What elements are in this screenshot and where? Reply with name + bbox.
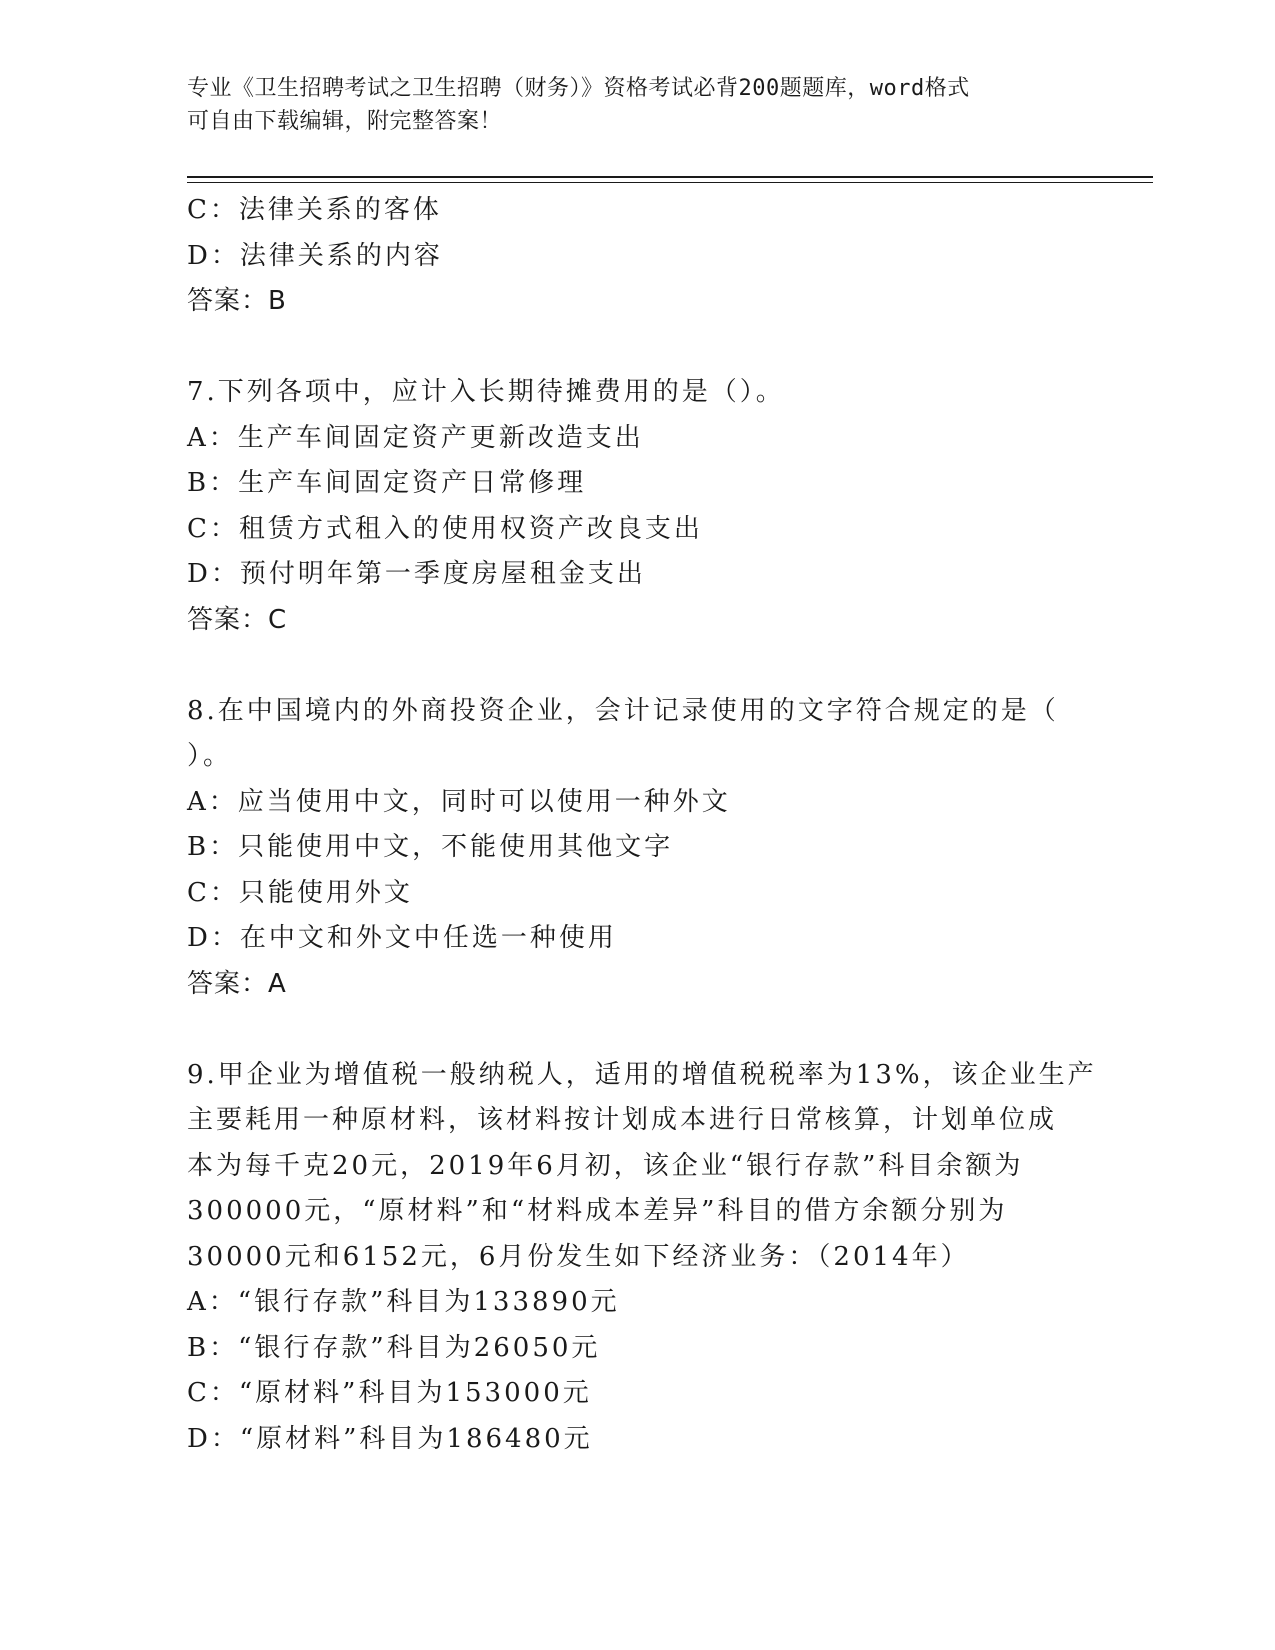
question-list bbox=[187, 188, 1097, 1462]
header-title-line-2: 可自由下载编辑，附完整答案！ bbox=[187, 109, 503, 134]
header-title-line-1: 专业《卫生招聘考试之卫生招聘（财务）》资格考试必背200题题库，word格式 bbox=[187, 76, 970, 101]
option-d: D：“原材料”科目为186480元 bbox=[187, 1423, 593, 1454]
question-7 bbox=[187, 370, 1087, 643]
question-stem-line-2: 主要耗用一种原材料，该材料按计划成本进行日常核算，计划单位成 bbox=[187, 1105, 1058, 1135]
question-stem-line-3: 本为每千克20元，2019年6月初，该企业“银行存款”科目余额为 bbox=[187, 1150, 1024, 1181]
option-c: C：只能使用外文 bbox=[187, 877, 413, 908]
option-b: B：生产车间固定资产日常修理 bbox=[187, 468, 587, 498]
question-stem: 7.下列各项中，应计入长期待摊费用的是（）。 bbox=[187, 377, 785, 407]
question-8 bbox=[187, 689, 1087, 1008]
answer-label: 答案：B bbox=[187, 286, 287, 316]
option-a: A：应当使用中文，同时可以使用一种外文 bbox=[187, 786, 731, 817]
spacer bbox=[187, 1007, 1087, 1053]
page-header bbox=[187, 72, 1087, 138]
header-divider-thin bbox=[187, 182, 1153, 183]
question-6-tail bbox=[187, 188, 1087, 325]
option-a: A：生产车间固定资产更新改造支出 bbox=[187, 422, 644, 453]
question-stem-line-1: 9.甲企业为增值税一般纳税人，适用的增值税税率为13%，该企业生产 bbox=[187, 1059, 1097, 1090]
option-c: C：法律关系的客体 bbox=[187, 195, 442, 225]
question-stem-line-1: 8.在中国境内的外商投资企业，会计记录使用的文字符合规定的是（ bbox=[187, 695, 1059, 726]
answer-label: 答案：A bbox=[187, 968, 287, 999]
option-b: B：“银行存款”科目为26050元 bbox=[187, 1332, 601, 1363]
option-d: D：预付明年第一季度房屋租金支出 bbox=[187, 559, 646, 589]
question-stem-line-5: 30000元和6152元，6月份发生如下经济业务：（2014年） bbox=[187, 1241, 970, 1272]
question-stem-line-4: 300000元，“原材料”和“材料成本差异”科目的借方余额分别为 bbox=[187, 1196, 1008, 1226]
spacer bbox=[187, 643, 1087, 689]
option-b: B：只能使用中文，不能使用其他文字 bbox=[187, 832, 674, 862]
option-c: C：租赁方式租入的使用权资产改良支出 bbox=[187, 513, 703, 544]
answer-label: 答案：C bbox=[187, 604, 288, 635]
question-9 bbox=[187, 1053, 1097, 1463]
spacer bbox=[187, 325, 1087, 371]
option-a: A：“银行存款”科目为133890元 bbox=[187, 1287, 620, 1317]
question-stem-line-2: ）。 bbox=[187, 741, 233, 771]
option-d: D：在中文和外文中任选一种使用 bbox=[187, 923, 617, 953]
option-c: C：“原材料”科目为153000元 bbox=[187, 1378, 592, 1408]
header-divider-thick bbox=[187, 176, 1153, 178]
option-d: D：法律关系的内容 bbox=[187, 240, 443, 271]
